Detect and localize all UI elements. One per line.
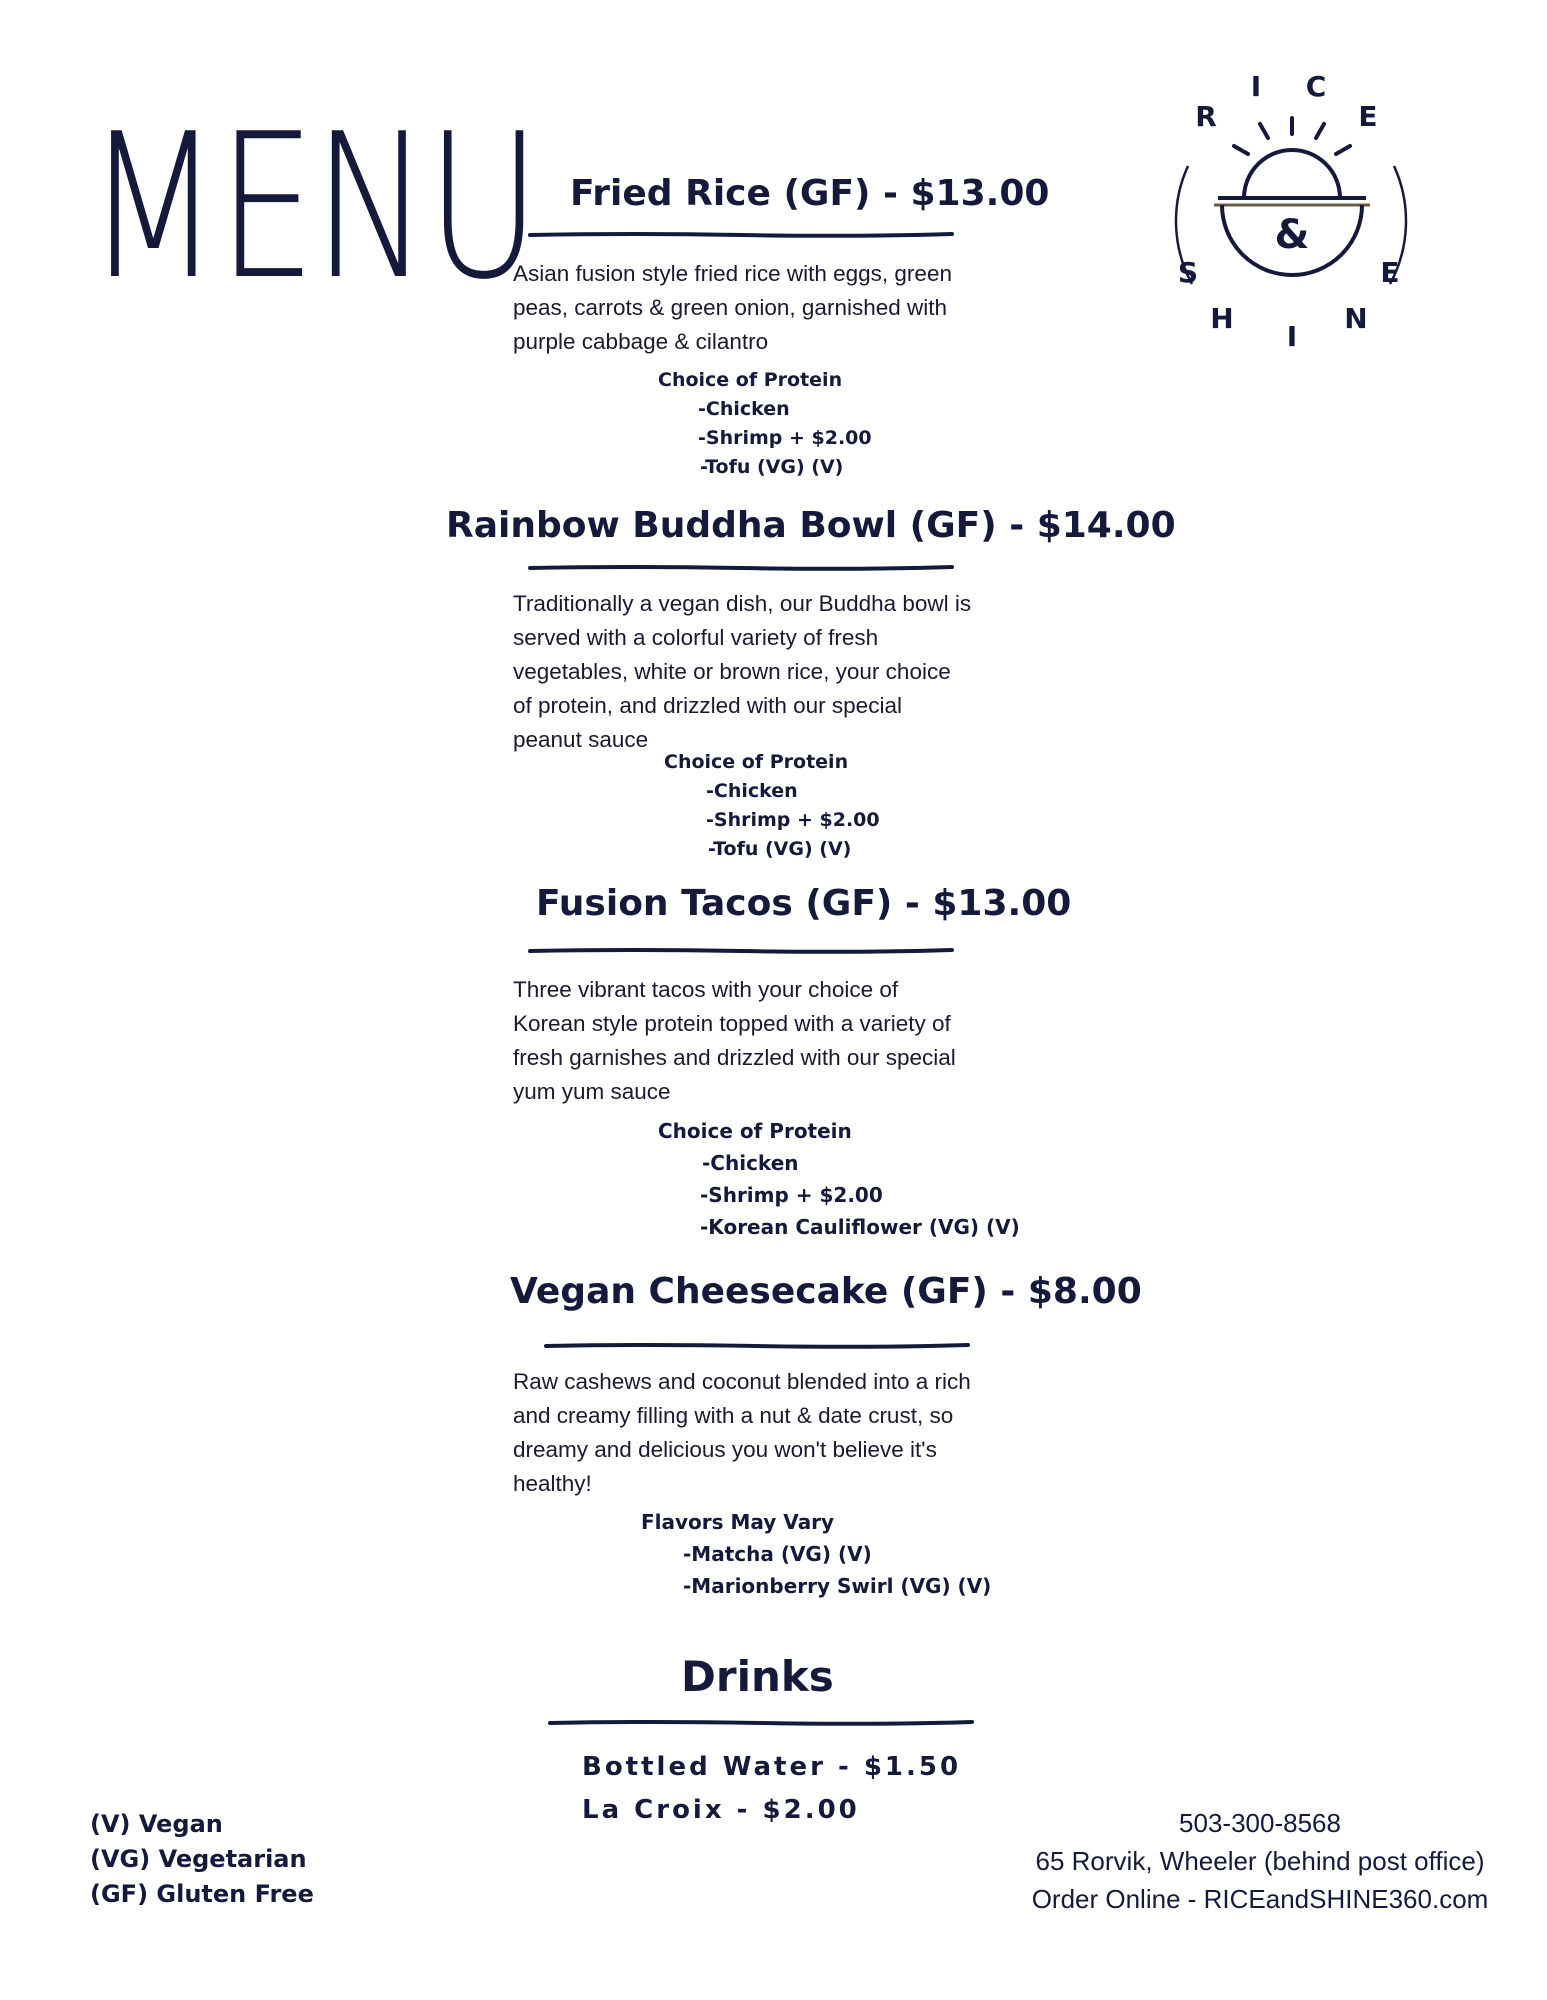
logo-letter: E	[1380, 256, 1400, 289]
title-underline	[528, 564, 954, 570]
legend-item: (VG) Vegetarian	[90, 1845, 307, 1873]
item-description	[513, 1365, 1033, 1501]
legend-item: (GF) Gluten Free	[90, 1880, 314, 1908]
title-underline	[528, 231, 954, 237]
description-line: peanut sauce	[513, 727, 649, 752]
item-description	[513, 257, 1033, 359]
order-online-link[interactable]: Order Online - RICEandSHINE360.com	[1031, 1884, 1489, 1914]
description-line: and creamy filling with a nut & date crust, so	[513, 1403, 954, 1428]
item-title-vegan-cheesecake: Vegan Cheesecake (GF) - $8.00	[510, 1271, 1142, 1312]
description-line: dreamy and delicious you won't believe it's	[513, 1437, 937, 1462]
item-description	[513, 973, 1033, 1109]
description-line: Raw cashews and coconut blended into a rich	[513, 1369, 971, 1394]
description-line: healthy!	[513, 1471, 592, 1496]
logo-letter: I	[1250, 70, 1262, 103]
item-description	[513, 587, 1033, 757]
logo-letter: R	[1195, 100, 1217, 133]
contact-info	[1000, 1804, 1520, 1918]
description-line: served with a colorful variety of fresh	[513, 625, 879, 650]
option-item: -Chicken	[706, 780, 798, 802]
description-line: purple cabbage & cilantro	[513, 329, 769, 354]
protein-options	[658, 366, 872, 482]
menu-title: MENU	[86, 91, 538, 324]
phone-number: 503-300-8568	[1179, 1808, 1341, 1838]
description-line: yum yum sauce	[513, 1079, 671, 1104]
item-title-buddha-bowl: Rainbow Buddha Bowl (GF) - $14.00	[446, 505, 1176, 546]
item-title-fried-rice: Fried Rice (GF) - $13.00	[570, 173, 1050, 214]
rice-and-shine-logo	[1158, 66, 1428, 356]
drinks-list	[582, 1746, 961, 1832]
title-underline	[528, 947, 954, 953]
option-item: -Chicken	[702, 1151, 799, 1175]
logo-letter: C	[1305, 70, 1327, 103]
logo-ampersand: &	[1274, 212, 1310, 258]
option-item: -Chicken	[698, 398, 790, 420]
option-item: -Tofu (VG) (V)	[700, 456, 844, 478]
options-heading: Choice of Protein	[658, 369, 843, 391]
option-item: -Matcha (VG) (V)	[683, 1542, 872, 1566]
drink-item: Bottled Water - $1.50	[582, 1752, 962, 1782]
options-heading: Choice of Protein	[658, 1119, 852, 1143]
description-line: Asian fusion style fried rice with eggs, green	[513, 261, 952, 286]
protein-options	[664, 748, 880, 864]
drink-item: La Croix - $2.00	[582, 1795, 860, 1825]
description-line: vegetables, white or brown rice, your choice	[513, 659, 951, 684]
description-line: Three vibrant tacos with your choice of	[513, 977, 899, 1002]
logo-letter: I	[1286, 320, 1298, 353]
flavor-options	[641, 1506, 991, 1602]
logo-letter: H	[1210, 302, 1234, 335]
option-item: -Tofu (VG) (V)	[708, 838, 852, 860]
description-line: peas, carrots & green onion, garnished with	[513, 295, 948, 320]
description-line: Korean style protein topped with a variety of	[513, 1011, 951, 1036]
dietary-legend	[90, 1807, 314, 1912]
logo-letter: E	[1358, 100, 1378, 133]
logo-letter: S	[1177, 256, 1199, 289]
address: 65 Rorvik, Wheeler (behind post office)	[1035, 1846, 1485, 1876]
options-heading: Choice of Protein	[664, 751, 849, 773]
options-heading: Flavors May Vary	[641, 1510, 835, 1534]
item-title-fusion-tacos: Fusion Tacos (GF) - $13.00	[536, 883, 1072, 924]
protein-options	[658, 1115, 1020, 1243]
title-underline	[544, 1342, 970, 1348]
description-line: Traditionally a vegan dish, our Buddha bowl is	[513, 591, 972, 616]
drinks-title: Drinks	[681, 1652, 834, 1701]
legend-item: (V) Vegan	[90, 1810, 223, 1838]
option-item: -Shrimp + $2.00	[706, 809, 880, 831]
title-underline	[548, 1719, 974, 1725]
description-line: of protein, and drizzled with our special	[513, 693, 902, 718]
option-item: -Shrimp + $2.00	[700, 1183, 883, 1207]
option-item: -Marionberry Swirl (VG) (V)	[683, 1574, 992, 1598]
option-item: -Korean Cauliflower (VG) (V)	[700, 1215, 1020, 1239]
description-line: fresh garnishes and drizzled with our special	[513, 1045, 956, 1070]
logo-letter: N	[1344, 302, 1368, 335]
option-item: -Shrimp + $2.00	[698, 427, 872, 449]
